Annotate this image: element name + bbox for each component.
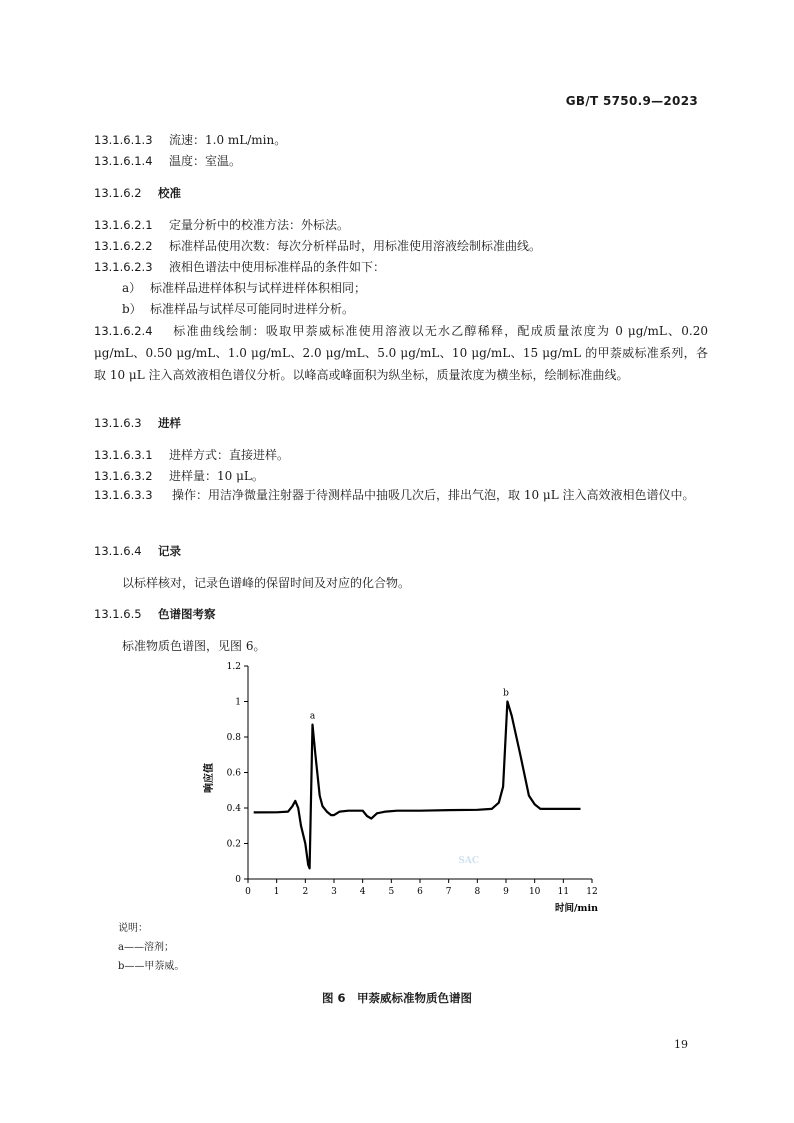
legend-item-b: b——甲萘威。 bbox=[118, 961, 185, 972]
y-tick-label: 0.6 bbox=[226, 768, 241, 779]
chart-axes bbox=[227, 662, 598, 897]
clause-injection-mode bbox=[94, 446, 289, 464]
clause-number: 13.1.6.3.3 bbox=[94, 488, 153, 502]
clause-number: 13.1.6.2.4 bbox=[94, 324, 153, 338]
x-tick-label: 4 bbox=[359, 887, 366, 897]
series-line bbox=[254, 702, 581, 869]
section-number: 13.1.6.4 bbox=[94, 544, 142, 558]
peak-annotations bbox=[310, 689, 509, 722]
list-item-b bbox=[122, 300, 354, 318]
section-heading-calibration bbox=[94, 184, 181, 202]
clause-text: 定量分析中的校准方法：外标法。 bbox=[169, 218, 350, 232]
clause-operation bbox=[94, 484, 708, 506]
y-tick-label: 0.2 bbox=[226, 839, 241, 850]
section-heading-injection bbox=[94, 414, 181, 432]
clause-number: 13.1.6.1.3 bbox=[94, 133, 153, 147]
y-tick-label: 1.2 bbox=[226, 662, 241, 672]
clause-text: 液相色谱法中使用标准样品的条件如下： bbox=[169, 260, 386, 274]
clause-standard-curve bbox=[94, 320, 708, 386]
clause-number: 13.1.6.1.4 bbox=[94, 154, 153, 168]
clause-injection-volume bbox=[94, 467, 264, 485]
legend-item-a: a——溶剂； bbox=[118, 942, 174, 953]
y-tick-label: 0.4 bbox=[226, 804, 241, 814]
clause-text: 进样方式：直接进样。 bbox=[169, 448, 290, 462]
clause-text: 流速：1.0 mL/min。 bbox=[169, 133, 287, 147]
section-title: 进样 bbox=[158, 416, 181, 430]
x-tick-label: 6 bbox=[417, 887, 423, 897]
section-number: 13.1.6.5 bbox=[94, 607, 142, 621]
clause-number: 13.1.6.3.2 bbox=[94, 469, 153, 483]
record-paragraph: 以标样核对，记录色谱峰的保留时间及对应的化合物。 bbox=[122, 576, 411, 590]
list-text: 标准样品进样体积与试样进样体积相同； bbox=[150, 281, 367, 295]
x-tick-label: 9 bbox=[503, 887, 509, 897]
y-tick-label: 1 bbox=[235, 697, 241, 708]
y-axis-label: 响应值 bbox=[204, 763, 215, 793]
x-tick-label: 11 bbox=[557, 887, 570, 897]
section-heading-chromatogram bbox=[94, 605, 216, 623]
figure-caption: 图 6 甲萘威标准物质色谱图 bbox=[321, 991, 472, 1005]
chromatogram-chart bbox=[190, 655, 610, 917]
x-tick-label: 0 bbox=[245, 887, 251, 897]
clause-flow-rate bbox=[94, 131, 286, 149]
list-item-a bbox=[122, 279, 366, 297]
y-tick-label: 0.8 bbox=[226, 733, 241, 743]
clause-text: 温度：室温。 bbox=[169, 154, 242, 168]
section-title: 校准 bbox=[158, 186, 181, 200]
section-title: 色谱图考察 bbox=[158, 607, 216, 621]
clause-text: 标准曲线绘制：吸取甲萘威标准使用溶液以无水乙醇稀释，配成质量浓度为 0 μg/mL、0.20 μg/mL、0.50 μg/mL、1.0 μg/mL、2.0 μg/mL、5.0 μg/mL、10 μg/mL、15 μg/mL 的甲萘威标准系列，各取 10 μL 注入高效液相色谱仪分析。以峰高或峰面积为纵坐标，质量浓度为横坐标，绘制标准曲线。 bbox=[94, 324, 708, 382]
x-tick-label: 12 bbox=[586, 887, 598, 897]
clause-calibration-method bbox=[94, 216, 349, 234]
clause-standard-usage bbox=[94, 237, 541, 255]
peak-label-b: b bbox=[503, 688, 509, 699]
clause-text: 进样量：10 μL。 bbox=[169, 469, 264, 483]
section-number: 13.1.6.3 bbox=[94, 416, 142, 430]
sac-watermark: SAC bbox=[458, 856, 480, 867]
list-text: 标准样品与试样尽可能同时进样分析。 bbox=[150, 302, 355, 316]
clause-number: 13.1.6.2.3 bbox=[94, 260, 153, 274]
clause-text: 操作：用洁净微量注射器于待测样品中抽吸几次后，排出气泡，取 10 μL 注入高效液相色谱仪中。 bbox=[172, 488, 695, 502]
clause-number: 13.1.6.2.2 bbox=[94, 239, 153, 253]
clause-text: 标准样品使用次数：每次分析样品时，用标准使用溶液绘制标准曲线。 bbox=[169, 239, 542, 253]
list-label: b） bbox=[122, 302, 142, 316]
x-tick-label: 3 bbox=[331, 887, 337, 897]
x-tick-label: 1 bbox=[273, 887, 280, 897]
section-title: 记录 bbox=[158, 544, 181, 558]
section-heading-record bbox=[94, 542, 181, 560]
clause-temperature bbox=[94, 152, 241, 170]
peak-label-a: a bbox=[309, 711, 316, 722]
x-tick-label: 7 bbox=[445, 887, 452, 897]
clause-number: 13.1.6.3.1 bbox=[94, 448, 153, 462]
clause-number: 13.1.6.2.1 bbox=[94, 218, 153, 232]
chromatogram-reference: 标准物质色谱图，见图 6。 bbox=[122, 639, 266, 653]
x-tick-label: 10 bbox=[528, 887, 541, 897]
legend-title: 说明： bbox=[118, 923, 148, 934]
x-tick-label: 8 bbox=[474, 887, 481, 897]
clause-standard-conditions bbox=[94, 258, 385, 276]
section-number: 13.1.6.2 bbox=[94, 186, 142, 200]
page-number: 19 bbox=[674, 1038, 688, 1051]
standard-code: GB/T 5750.9—2023 bbox=[565, 94, 698, 108]
y-tick-label: 0 bbox=[235, 875, 241, 885]
x-tick-label: 2 bbox=[302, 887, 309, 897]
list-label: a） bbox=[122, 281, 142, 295]
x-axis-label: 时间/min bbox=[554, 903, 598, 914]
x-tick-label: 5 bbox=[388, 887, 395, 897]
